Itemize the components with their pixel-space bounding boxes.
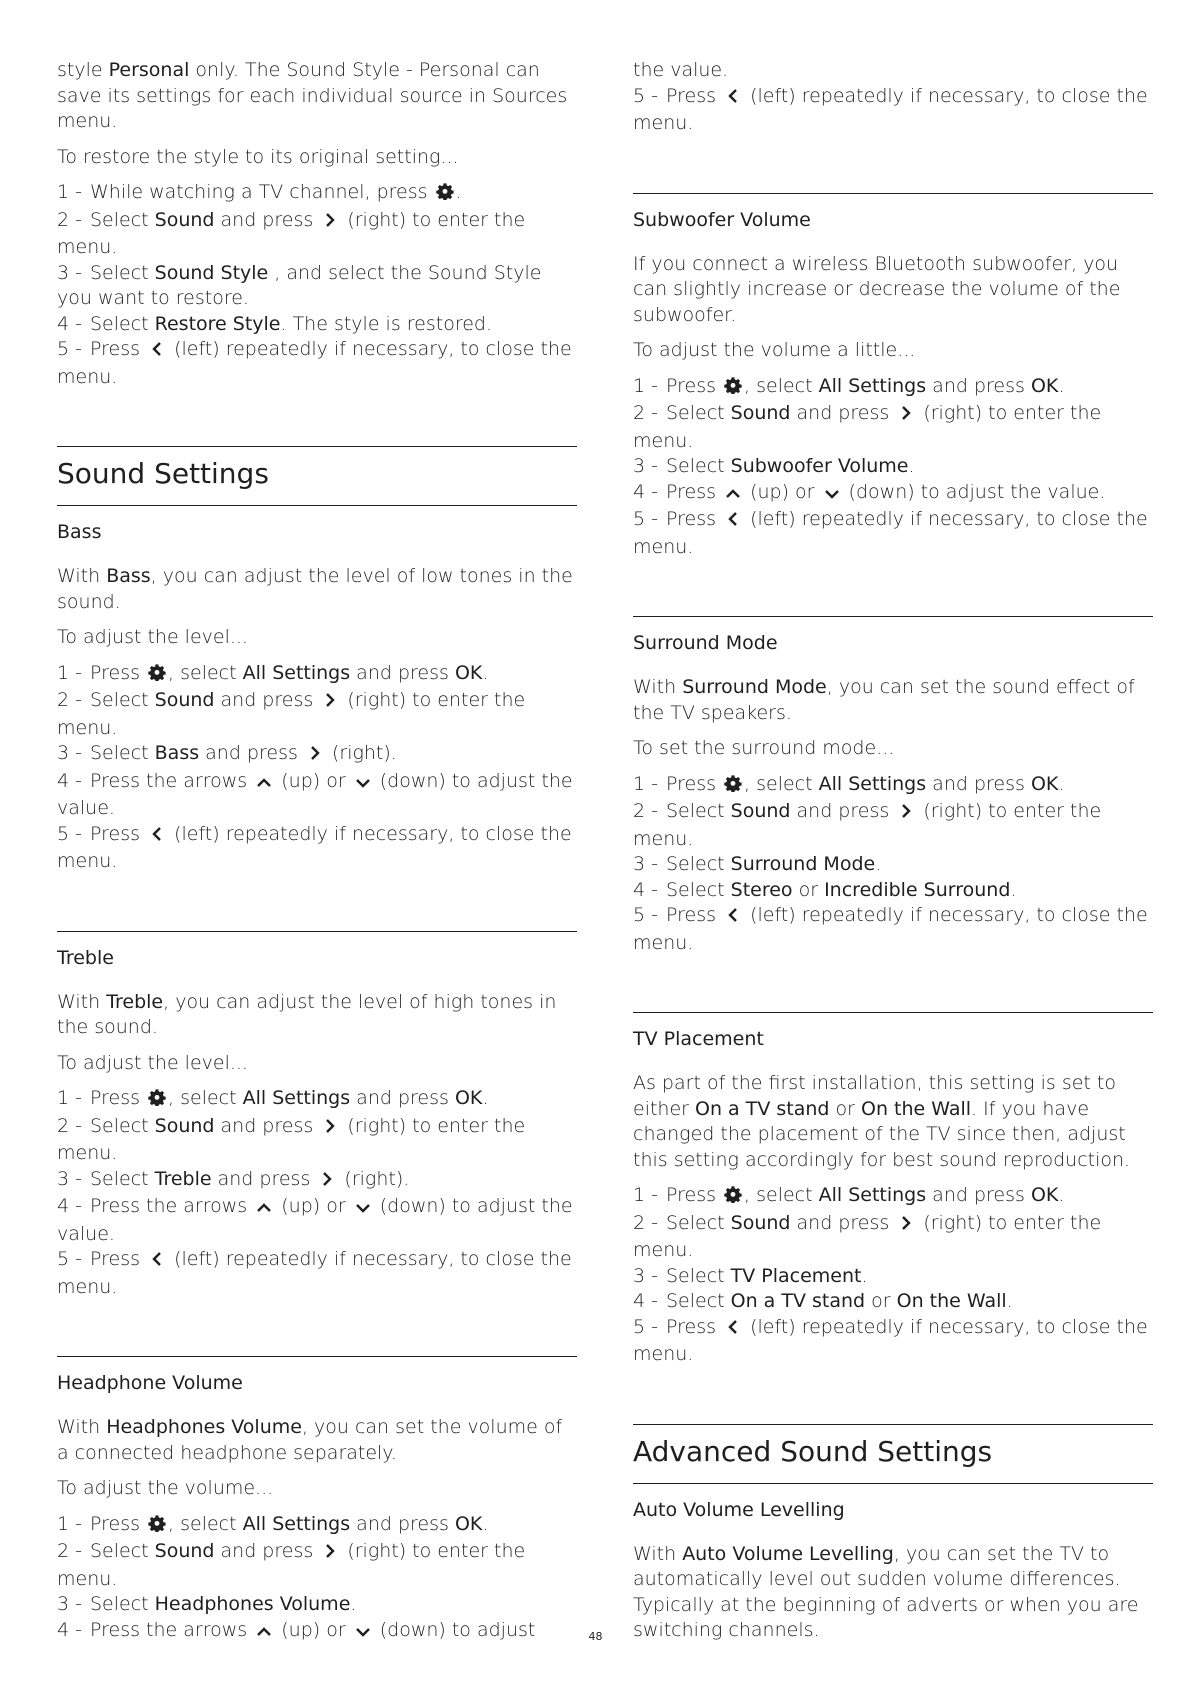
step: 3 - Select TV Placement. <box>633 1264 868 1287</box>
step: 5 - Press (left) repeatedly if necessary, to close the menu. <box>633 904 1148 954</box>
chevron-left-icon <box>722 1317 744 1343</box>
intro-paragraph: style Personal only. The Sound Style - Personal can save its settings for each individual source in Sources menu. <box>57 59 568 132</box>
step-list <box>57 1512 577 1646</box>
step: 3 - Select Treble and press (right). <box>57 1167 577 1195</box>
step: 5 - Press (left) repeatedly if necessary, to close the menu. <box>633 84 1148 134</box>
chevron-left-icon <box>146 1249 168 1275</box>
subsection-title: Bass <box>57 521 102 543</box>
step: 3 - Select Subwoofer Volume. <box>633 455 915 477</box>
chevron-right-icon <box>319 210 341 236</box>
step: 2 - Select Sound and press (right) to enter the menu. <box>633 402 1102 452</box>
step: 1 - Press , select All Settings and press OK. <box>57 1086 577 1114</box>
chevron-up-icon <box>253 1196 275 1222</box>
chevron-down-icon <box>352 771 374 797</box>
section-divider <box>57 505 577 506</box>
step: 2 - Select Sound and press (right) to enter the menu. <box>633 1211 1102 1261</box>
step: 2 - Select Sound and press (right) to enter the menu. <box>57 208 526 258</box>
step: 4 - Press (up) or (down) to adjust the value. <box>633 480 1153 508</box>
subsection-title: Surround Mode <box>633 632 778 654</box>
step-list <box>57 180 577 390</box>
step: 4 - Select Restore Style. The style is restored. <box>57 312 493 335</box>
paragraph: If you connect a wireless Bluetooth subwoofer, you can slightly increase or decrease the volume of the subwoofer. <box>633 252 1121 326</box>
step: 1 - While watching a TV channel, press . <box>57 180 577 208</box>
intro-paragraph-2: To restore the style to its original setting... <box>57 145 459 168</box>
step-list <box>633 58 1153 137</box>
chevron-left-icon <box>146 824 168 850</box>
page-number: 48 <box>588 1630 603 1643</box>
step: 5 - Press (left) repeatedly if necessary, to close the menu. <box>633 508 1148 558</box>
gear-icon <box>722 1185 744 1211</box>
paragraph: To set the surround mode... <box>633 737 895 759</box>
gear-icon <box>146 1088 168 1114</box>
gear-icon <box>722 376 744 402</box>
gear-icon <box>146 1514 168 1540</box>
gear-icon <box>146 663 168 689</box>
step: 3 - Select Surround Mode. <box>633 853 882 875</box>
step: 1 - Press , select All Settings and press OK. <box>633 1183 1153 1211</box>
section-divider <box>633 1483 1153 1484</box>
step: 4 - Press the arrows (up) or (down) to adjust the value. <box>57 769 573 819</box>
section-divider <box>633 1012 1153 1013</box>
keyword: Personal <box>108 59 190 81</box>
paragraph: As part of the first installation, this setting is set to either On a TV stand or On the Wall. If you have changed the placement of the TV since then, adjust this setting accordingly for best sound reproduction. <box>633 1072 1131 1171</box>
paragraph: With Bass, you can adjust the level of low tones in the sound. <box>57 565 573 613</box>
section-divider <box>57 931 577 932</box>
section-title: Sound Settings <box>57 457 269 490</box>
step: 4 - Press the arrows (up) or (down) to adjust <box>57 1618 577 1646</box>
step: 2 - Select Sound and press (right) to enter the menu. <box>57 689 526 739</box>
step-list <box>57 1086 577 1300</box>
chevron-left-icon <box>722 86 744 112</box>
chevron-right-icon <box>895 801 917 827</box>
paragraph: With Surround Mode, you can set the sound effect of the TV speakers. <box>633 676 1135 724</box>
section-divider <box>57 446 577 447</box>
subsection-title: Auto Volume Levelling <box>633 1498 845 1521</box>
subsection-title: TV Placement <box>633 1028 764 1050</box>
subsection-title: Headphone Volume <box>57 1372 243 1394</box>
step: 2 - Select Sound and press (right) to enter the menu. <box>633 800 1102 850</box>
chevron-left-icon <box>722 905 744 931</box>
section-title: Advanced Sound Settings <box>633 1434 993 1468</box>
chevron-left-icon <box>722 509 744 535</box>
chevron-right-icon <box>304 743 326 769</box>
gear-icon <box>722 774 744 800</box>
left-column <box>57 58 577 1655</box>
paragraph: With Headphones Volume, you can set the volume of a connected headphone separately. <box>57 1416 563 1464</box>
paragraph: With Auto Volume Levelling, you can set the TV to automatically level out sudden volume differences. Typically at the beginning of adverts or when you are switching channels. <box>633 1542 1139 1641</box>
step-list <box>633 772 1153 957</box>
section-divider <box>633 616 1153 617</box>
step: 4 - Select On a TV stand or On the Wall. <box>633 1290 1013 1312</box>
section-divider <box>633 193 1153 194</box>
paragraph: To adjust the volume a little... <box>633 339 916 361</box>
chevron-right-icon <box>895 1213 917 1239</box>
step-list <box>57 661 577 875</box>
paragraph: To adjust the level... <box>57 626 248 648</box>
chevron-right-icon <box>319 1116 341 1142</box>
section-divider <box>633 1424 1153 1425</box>
chevron-up-icon <box>722 482 744 508</box>
step: 3 - Select Headphones Volume. <box>57 1593 357 1615</box>
paragraph: With Treble, you can adjust the level of high tones in the sound. <box>57 990 557 1038</box>
step: 5 - Press (left) repeatedly if necessary, to close the menu. <box>57 1248 572 1298</box>
step: 2 - Select Sound and press (right) to enter the menu. <box>57 1114 526 1164</box>
step-list <box>633 374 1153 561</box>
chevron-up-icon <box>253 771 275 797</box>
paragraph: To adjust the volume... <box>57 1477 274 1499</box>
chevron-down-icon <box>352 1196 374 1222</box>
step: 1 - Press , select All Settings and press OK. <box>57 1512 577 1540</box>
gear-icon <box>434 182 456 208</box>
step: 3 - Select Sound Style , and select the Sound Style you want to restore. <box>57 261 542 309</box>
step: 5 - Press (left) repeatedly if necessary, to close the menu. <box>633 1315 1148 1365</box>
paragraph: To adjust the level... <box>57 1051 248 1074</box>
step: 3 - Select Bass and press (right). <box>57 741 577 769</box>
step-list <box>633 1183 1153 1368</box>
step: 2 - Select Sound and press (right) to enter the menu. <box>57 1540 526 1590</box>
section-divider <box>57 1356 577 1357</box>
subsection-title: Treble <box>57 946 114 969</box>
chevron-right-icon <box>895 403 917 429</box>
step: 5 - Press (left) repeatedly if necessary, to close the menu. <box>57 338 572 388</box>
chevron-right-icon <box>316 1169 338 1195</box>
chevron-down-icon <box>821 482 843 508</box>
step: 1 - Press , select All Settings and press OK. <box>633 374 1153 402</box>
chevron-left-icon <box>146 339 168 365</box>
step: 5 - Press (left) repeatedly if necessary, to close the menu. <box>57 822 572 872</box>
step: 4 - Select Stereo or Incredible Surround. <box>633 878 1017 901</box>
step: 1 - Press , select All Settings and press OK. <box>57 661 577 689</box>
subsection-title: Subwoofer Volume <box>633 208 811 231</box>
chevron-right-icon <box>319 1541 341 1567</box>
step-continuation: the value. <box>633 59 729 81</box>
chevron-right-icon <box>319 690 341 716</box>
step: 4 - Press the arrows (up) or (down) to adjust the value. <box>57 1195 573 1245</box>
step: 1 - Press , select All Settings and press OK. <box>633 772 1153 800</box>
right-column <box>633 58 1153 1654</box>
